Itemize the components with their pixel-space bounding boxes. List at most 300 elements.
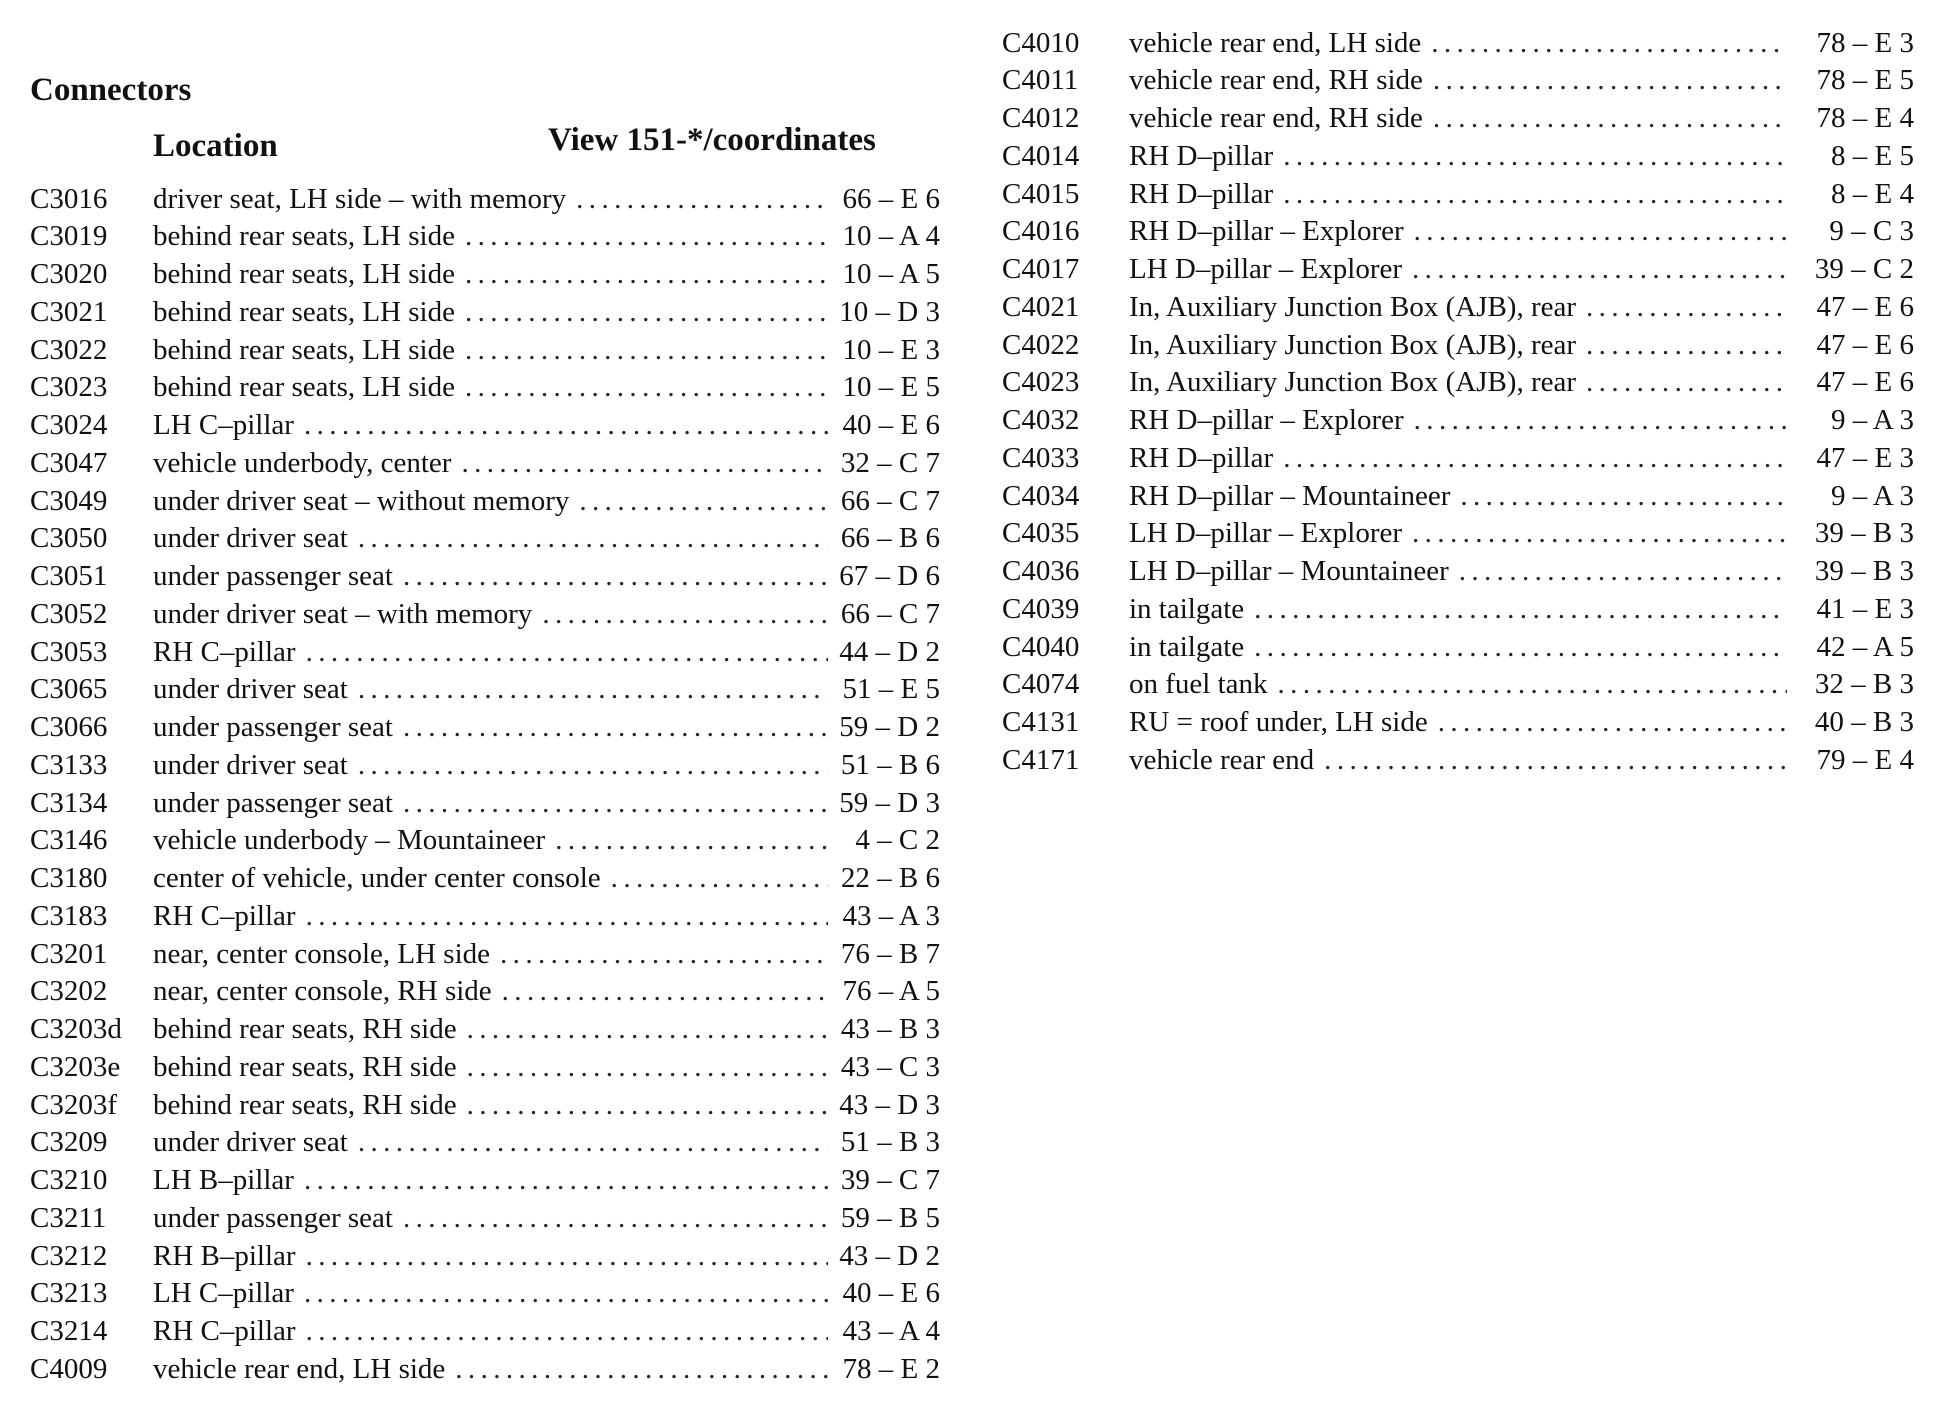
connector-row <box>1002 439 1914 477</box>
connector-location: In, Auxiliary Junction Box (AJB), rear <box>1129 293 1586 322</box>
connector-row <box>30 897 940 935</box>
dot-leader <box>403 713 828 742</box>
dot-leader <box>304 1279 828 1308</box>
connector-code: C4040 <box>1002 630 1080 663</box>
connector-code: C4021 <box>1002 290 1080 323</box>
connector-location: under passenger seat <box>153 1204 403 1233</box>
connector-coordinates: 10 – A 5 <box>842 258 940 291</box>
connector-row <box>1002 288 1914 326</box>
connector-location-cell <box>153 336 828 365</box>
dot-leader <box>306 902 828 931</box>
connector-location-cell <box>1129 142 1787 171</box>
connector-location: In, Auxiliary Junction Box (AJB), rear <box>1129 368 1586 397</box>
connector-location-cell <box>153 826 828 855</box>
dot-leader <box>461 449 828 478</box>
connector-location-cell <box>1129 217 1787 246</box>
connector-code: C3019 <box>30 220 108 253</box>
connector-code: C4171 <box>1002 743 1080 776</box>
dot-leader <box>403 562 828 591</box>
connector-location-cell <box>1129 180 1787 209</box>
connector-location: LH C–pillar <box>153 411 304 440</box>
connector-location-cell <box>153 1053 828 1082</box>
connector-location: vehicle rear end, RH side <box>1129 104 1433 133</box>
connector-coordinates: 43 – D 3 <box>839 1088 940 1121</box>
connector-location-cell <box>153 675 828 704</box>
connector-coordinates: 44 – D 2 <box>839 635 940 668</box>
dot-leader <box>1414 406 1787 435</box>
connector-coordinates: 51 – B 6 <box>840 748 940 781</box>
connector-coordinates: 10 – E 3 <box>842 333 940 366</box>
connector-row <box>1002 590 1914 628</box>
dot-leader <box>467 1015 828 1044</box>
dot-leader <box>1586 331 1787 360</box>
dot-leader <box>358 1128 828 1157</box>
connector-location-cell <box>153 977 828 1006</box>
connector-code: C4010 <box>1002 26 1080 59</box>
connector-coordinates: 40 – B 3 <box>1814 706 1914 739</box>
connector-location: RH D–pillar <box>1129 180 1283 209</box>
connector-row <box>30 520 940 558</box>
connector-code: C4131 <box>1002 706 1080 739</box>
connector-location: under passenger seat <box>153 562 403 591</box>
connector-coordinates: 43 – D 2 <box>839 1239 940 1272</box>
connector-row <box>30 407 940 445</box>
connector-location: behind rear seats, LH side <box>153 222 465 251</box>
connector-location-cell <box>1129 708 1787 737</box>
connector-row <box>30 180 940 218</box>
dot-leader <box>403 1204 828 1233</box>
dot-leader <box>358 524 828 553</box>
connector-location: behind rear seats, LH side <box>153 373 465 402</box>
connector-location-cell <box>153 1091 828 1120</box>
connector-coordinates: 51 – B 3 <box>840 1126 940 1159</box>
connector-code: C4015 <box>1002 177 1080 210</box>
connector-location: RU = roof under, LH side <box>1129 708 1438 737</box>
connector-code: C3052 <box>30 597 108 630</box>
dot-leader <box>467 1091 828 1120</box>
dot-leader <box>1412 255 1787 284</box>
connector-code: C4009 <box>30 1352 108 1385</box>
connector-row <box>30 369 940 407</box>
connector-coordinates: 39 – C 2 <box>1814 253 1914 286</box>
connector-row <box>1002 402 1914 440</box>
connector-location-cell <box>153 1128 828 1157</box>
connector-row <box>30 1124 940 1162</box>
dot-leader <box>465 222 828 251</box>
connector-coordinates: 43 – A 3 <box>842 899 940 932</box>
connector-code: C3212 <box>30 1239 108 1272</box>
connector-location-cell <box>1129 670 1787 699</box>
connector-row <box>1002 24 1914 62</box>
connector-code: C3183 <box>30 899 108 932</box>
connector-location-cell <box>1129 746 1787 775</box>
connector-row <box>30 293 940 331</box>
connector-location: behind rear seats, LH side <box>153 336 465 365</box>
connector-coordinates: 39 – C 7 <box>840 1164 940 1197</box>
connector-code: C4023 <box>1002 366 1080 399</box>
connector-coordinates: 10 – A 4 <box>842 220 940 253</box>
connector-row <box>30 784 940 822</box>
connector-row <box>1002 251 1914 289</box>
connector-coordinates: 22 – B 6 <box>840 862 940 895</box>
connector-row <box>1002 628 1914 666</box>
connector-coordinates: 40 – E 6 <box>842 1277 940 1310</box>
dot-leader <box>403 789 828 818</box>
dot-leader <box>1283 180 1787 209</box>
connector-row <box>30 1313 940 1351</box>
connector-row <box>30 444 940 482</box>
connector-location-cell <box>153 1015 828 1044</box>
connector-location: on fuel tank <box>1129 670 1278 699</box>
connector-location: under passenger seat <box>153 713 403 742</box>
connector-code: C4022 <box>1002 328 1080 361</box>
connector-location: under driver seat – with memory <box>153 600 542 629</box>
connector-coordinates: 39 – B 3 <box>1814 555 1914 588</box>
connector-code: C3210 <box>30 1164 108 1197</box>
connector-row <box>30 482 940 520</box>
connector-location: LH C–pillar <box>153 1279 304 1308</box>
dot-leader <box>467 1053 828 1082</box>
connector-row <box>1002 175 1914 213</box>
connector-code: C3201 <box>30 937 108 970</box>
connector-coordinates: 4 – C 2 <box>855 824 940 857</box>
connector-location: behind rear seats, RH side <box>153 1015 467 1044</box>
dot-leader <box>1278 670 1787 699</box>
connector-coordinates: 43 – B 3 <box>840 1013 940 1046</box>
connector-coordinates: 76 – A 5 <box>842 975 940 1008</box>
connector-code: C3066 <box>30 711 108 744</box>
dot-leader <box>455 1355 828 1384</box>
connector-location: RH D–pillar – Mountaineer <box>1129 482 1460 511</box>
connector-row <box>1002 477 1914 515</box>
connector-row <box>30 633 940 671</box>
dot-leader <box>465 260 828 289</box>
dot-leader <box>358 751 828 780</box>
dot-leader <box>1586 293 1787 322</box>
connector-row <box>30 595 940 633</box>
connector-code: C3180 <box>30 862 108 895</box>
connector-row <box>1002 741 1914 779</box>
connector-coordinates: 78 – E 5 <box>1816 64 1914 97</box>
connector-coordinates: 78 – E 4 <box>1816 102 1914 135</box>
connector-row <box>30 709 940 747</box>
connector-location-cell <box>153 185 828 214</box>
connector-coordinates: 76 – B 7 <box>840 937 940 970</box>
connector-location: under driver seat <box>153 1128 358 1157</box>
connector-location-cell <box>153 1242 828 1271</box>
connector-code: C4014 <box>1002 139 1080 172</box>
connector-row <box>1002 100 1914 138</box>
connector-coordinates: 66 – C 7 <box>840 597 940 630</box>
connector-code: C4036 <box>1002 555 1080 588</box>
connector-location-cell <box>153 713 828 742</box>
dot-leader <box>1414 217 1787 246</box>
connector-code: C4039 <box>1002 592 1080 625</box>
connector-location: vehicle rear end <box>1129 746 1324 775</box>
connector-coordinates: 42 – A 5 <box>1816 630 1914 663</box>
connector-location-cell <box>153 373 828 402</box>
dot-leader <box>576 185 828 214</box>
dot-leader <box>579 487 828 516</box>
connector-location: RH C–pillar <box>153 902 306 931</box>
dot-leader <box>1459 557 1787 586</box>
connector-row <box>1002 515 1914 553</box>
connector-code: C3146 <box>30 824 108 857</box>
connector-code: C3053 <box>30 635 108 668</box>
connector-location-cell <box>153 562 828 591</box>
connector-location: under passenger seat <box>153 789 403 818</box>
connector-code: C3203d <box>30 1013 122 1046</box>
connector-location-cell <box>1129 519 1787 548</box>
connector-location-cell <box>1129 104 1787 133</box>
connector-location: vehicle underbody – Mountaineer <box>153 826 555 855</box>
connector-location: under driver seat <box>153 675 358 704</box>
dot-leader <box>358 675 828 704</box>
connector-coordinates: 59 – D 2 <box>839 711 940 744</box>
connector-coordinates: 78 – E 3 <box>1816 26 1914 59</box>
connector-code: C4034 <box>1002 479 1080 512</box>
connector-code: C3050 <box>30 522 108 555</box>
connector-coordinates: 47 – E 6 <box>1816 366 1914 399</box>
connector-code: C3021 <box>30 295 108 328</box>
connector-row <box>1002 62 1914 100</box>
connector-row <box>30 746 940 784</box>
connector-location-cell <box>153 751 828 780</box>
connector-code: C3024 <box>30 409 108 442</box>
connector-location: near, center console, LH side <box>153 940 500 969</box>
connector-location-cell <box>153 940 828 969</box>
connector-location-cell <box>153 222 828 251</box>
dot-leader <box>1412 519 1787 548</box>
connector-location-cell <box>153 902 828 931</box>
connector-location-cell <box>1129 595 1787 624</box>
connector-location-cell <box>1129 331 1787 360</box>
connector-location: RH C–pillar <box>153 638 306 667</box>
connector-code: C3047 <box>30 446 108 479</box>
connector-row <box>30 671 940 709</box>
connector-row <box>1002 364 1914 402</box>
connector-row <box>30 1011 940 1049</box>
connector-location: in tailgate <box>1129 595 1254 624</box>
connector-code: C3213 <box>30 1277 108 1310</box>
dot-leader <box>500 940 828 969</box>
connector-location-cell <box>153 449 828 478</box>
connector-row <box>30 1237 940 1275</box>
connector-code: C3016 <box>30 182 108 215</box>
dot-leader <box>306 1242 828 1271</box>
connector-location: behind rear seats, RH side <box>153 1053 467 1082</box>
connector-row <box>30 558 940 596</box>
connector-row <box>30 935 940 973</box>
connector-row <box>1002 326 1914 364</box>
connector-code: C3203f <box>30 1088 117 1121</box>
connector-location: RH D–pillar – Explorer <box>1129 406 1414 435</box>
connector-location: RH C–pillar <box>153 1317 306 1346</box>
dot-leader <box>611 864 828 893</box>
dot-leader <box>304 411 828 440</box>
connector-row <box>30 218 940 256</box>
connector-code: C3133 <box>30 748 108 781</box>
connector-location-cell <box>153 298 828 327</box>
connector-location-cell <box>1129 444 1787 473</box>
connector-coordinates: 47 – E 6 <box>1816 328 1914 361</box>
connector-row <box>30 331 940 369</box>
connector-code: C3211 <box>30 1201 107 1234</box>
location-header: Location <box>153 128 278 164</box>
connector-location-cell <box>153 487 828 516</box>
connector-coordinates: 47 – E 3 <box>1816 441 1914 474</box>
connector-code: C3202 <box>30 975 108 1008</box>
connector-row <box>30 256 940 294</box>
connector-coordinates: 9 – C 3 <box>1829 215 1914 248</box>
connector-location-cell <box>153 1317 828 1346</box>
connector-row <box>30 1086 940 1124</box>
connector-code: C3020 <box>30 258 108 291</box>
connector-coordinates: 51 – E 5 <box>842 673 940 706</box>
connector-location-cell <box>153 789 828 818</box>
connector-location: behind rear seats, LH side <box>153 260 465 289</box>
connector-location-cell <box>153 524 828 553</box>
connector-location-cell <box>153 864 828 893</box>
dot-leader <box>1460 482 1787 511</box>
connector-code: C4074 <box>1002 668 1080 701</box>
connector-code: C3214 <box>30 1315 108 1348</box>
connector-location-cell <box>153 260 828 289</box>
connector-location: under driver seat – without memory <box>153 487 579 516</box>
connector-code: C3134 <box>30 786 108 819</box>
connector-location-cell <box>153 638 828 667</box>
dot-leader <box>1254 595 1787 624</box>
connector-row <box>30 1048 940 1086</box>
connector-location-cell <box>1129 255 1787 284</box>
connector-location: center of vehicle, under center console <box>153 864 611 893</box>
connector-code: C3022 <box>30 333 108 366</box>
connector-location-cell <box>1129 368 1787 397</box>
connector-code: C3049 <box>30 484 108 517</box>
dot-leader <box>1586 368 1787 397</box>
connector-coordinates: 39 – B 3 <box>1814 517 1914 550</box>
dot-leader <box>1438 708 1787 737</box>
connector-location-cell <box>1129 482 1787 511</box>
dot-leader <box>1433 104 1787 133</box>
connector-location: In, Auxiliary Junction Box (AJB), rear <box>1129 331 1586 360</box>
connector-code: C4017 <box>1002 253 1080 286</box>
dot-leader <box>1283 444 1787 473</box>
connector-code: C4032 <box>1002 404 1080 437</box>
connector-location-cell <box>153 411 828 440</box>
dot-leader <box>1283 142 1787 171</box>
connector-code: C4016 <box>1002 215 1080 248</box>
dot-leader <box>465 373 828 402</box>
connector-row <box>30 973 940 1011</box>
connector-location-cell <box>153 1204 828 1233</box>
dot-leader <box>465 298 828 327</box>
connector-coordinates: 10 – D 3 <box>839 295 940 328</box>
connector-coordinates: 9 – A 3 <box>1831 479 1914 512</box>
dot-leader <box>1254 633 1787 662</box>
connector-coordinates: 78 – E 2 <box>842 1352 940 1385</box>
connector-coordinates: 9 – A 3 <box>1831 404 1914 437</box>
dot-leader <box>465 336 828 365</box>
dot-leader <box>1431 29 1787 58</box>
connector-row <box>1002 704 1914 742</box>
view-coordinates-header: View 151-*/coordinates <box>548 122 876 158</box>
connector-location: LH D–pillar – Explorer <box>1129 255 1412 284</box>
connector-code: C3065 <box>30 673 108 706</box>
connector-coordinates: 79 – E 4 <box>1816 743 1914 776</box>
connector-coordinates: 59 – D 3 <box>839 786 940 819</box>
connector-coordinates: 67 – D 6 <box>839 560 940 593</box>
connector-row <box>30 1275 940 1313</box>
connector-location: driver seat, LH side – with memory <box>153 185 576 214</box>
connector-code: C3051 <box>30 560 108 593</box>
dot-leader <box>306 1317 828 1346</box>
connector-coordinates: 32 – C 7 <box>840 446 940 479</box>
connector-location: LH B–pillar <box>153 1166 304 1195</box>
connector-location: behind rear seats, RH side <box>153 1091 467 1120</box>
page-title: Connectors <box>30 72 192 108</box>
dot-leader <box>1324 746 1787 775</box>
connector-row <box>1002 137 1914 175</box>
connector-location: RH D–pillar <box>1129 444 1283 473</box>
connector-coordinates: 32 – B 3 <box>1814 668 1914 701</box>
connector-location: under driver seat <box>153 524 358 553</box>
connector-location: in tailgate <box>1129 633 1254 662</box>
connector-row <box>1002 213 1914 251</box>
connector-location: behind rear seats, LH side <box>153 298 465 327</box>
connector-location-cell <box>153 600 828 629</box>
connector-location-cell <box>153 1166 828 1195</box>
connector-location: vehicle rear end, LH side <box>153 1355 455 1384</box>
dot-leader <box>555 826 828 855</box>
connector-location: under driver seat <box>153 751 358 780</box>
connector-code: C4012 <box>1002 102 1080 135</box>
dot-leader <box>304 1166 828 1195</box>
connector-location-cell <box>1129 633 1787 662</box>
connector-coordinates: 43 – C 3 <box>840 1050 940 1083</box>
connector-row <box>30 860 940 898</box>
connector-location-cell <box>153 1355 828 1384</box>
connector-coordinates: 41 – E 3 <box>1816 592 1914 625</box>
connector-code: C4011 <box>1002 64 1079 97</box>
connector-row <box>30 1350 940 1388</box>
connector-code: C4035 <box>1002 517 1080 550</box>
connector-location: near, center console, RH side <box>153 977 502 1006</box>
connector-row <box>30 1199 940 1237</box>
connector-location-cell <box>1129 293 1787 322</box>
dot-leader <box>1433 66 1787 95</box>
connector-location: vehicle rear end, RH side <box>1129 66 1433 95</box>
connector-coordinates: 47 – E 6 <box>1816 290 1914 323</box>
connector-coordinates: 8 – E 4 <box>1831 177 1914 210</box>
connector-location: vehicle underbody, center <box>153 449 461 478</box>
connector-location-cell <box>153 1279 828 1308</box>
connector-location: RH B–pillar <box>153 1242 306 1271</box>
connector-coordinates: 66 – E 6 <box>842 182 940 215</box>
connector-coordinates: 59 – B 5 <box>840 1201 940 1234</box>
connector-location-cell <box>1129 66 1787 95</box>
connector-coordinates: 40 – E 6 <box>842 409 940 442</box>
connector-location: vehicle rear end, LH side <box>1129 29 1431 58</box>
connector-row <box>30 822 940 860</box>
connector-code: C4033 <box>1002 441 1080 474</box>
connector-coordinates: 43 – A 4 <box>842 1315 940 1348</box>
connector-coordinates: 10 – E 5 <box>842 371 940 404</box>
connector-location-cell <box>1129 406 1787 435</box>
connector-code: C3023 <box>30 371 108 404</box>
connector-coordinates: 66 – C 7 <box>840 484 940 517</box>
dot-leader <box>502 977 828 1006</box>
